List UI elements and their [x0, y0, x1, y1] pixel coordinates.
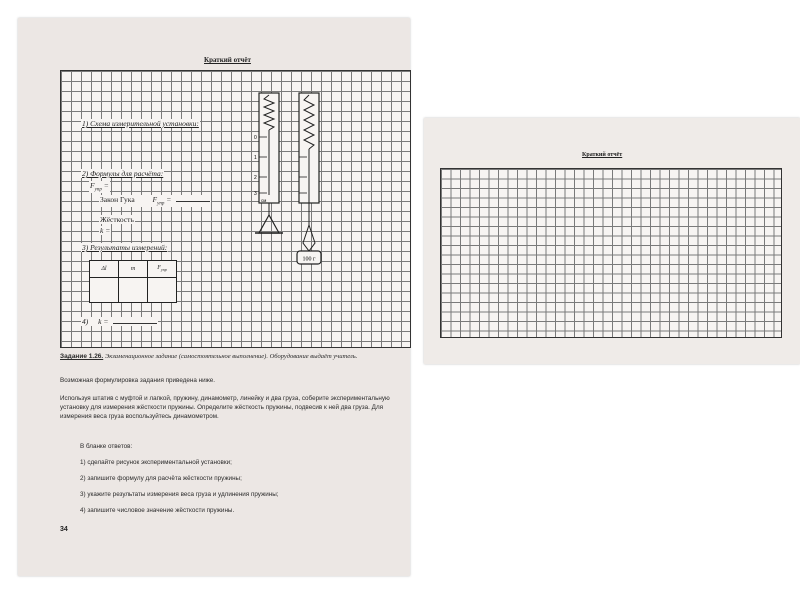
table-cell — [148, 278, 177, 303]
right-report-title: Краткий отчёт — [582, 152, 623, 158]
spring-apparatus-drawing — [253, 85, 343, 275]
table-header-m: m — [119, 261, 148, 278]
answer-item-3: 3) укажите результаты измерения веса груза и удлинения пружины; — [80, 491, 279, 498]
hooke-law-line: Закон Гука $F_{упр}$ = — [99, 195, 211, 207]
scale-label-1: 1 — [254, 155, 257, 161]
task-note: Возможная формулировка задания приведена ниже. — [60, 377, 216, 384]
stiffness-label: Жёсткость — [100, 215, 134, 224]
section-results-label: 3) Результаты измерений: — [82, 243, 168, 252]
section-k-value: 4) k = — [81, 317, 158, 326]
weight-label: 100 г — [302, 256, 316, 263]
section-formulas-label: 2) Формулы для расчёта: — [82, 169, 164, 178]
table-cell — [119, 278, 148, 303]
section-scheme-label: 1) Схема измерительной установки: — [82, 119, 199, 128]
table-header-f: $F_{упр}$ — [148, 261, 177, 278]
answer-item-1: 1) сделайте рисунок экспериментальной установки; — [80, 459, 232, 466]
left-hook-triangle — [259, 215, 279, 233]
answer-item-2: 2) запишите формулу для расчёта жёсткости пружины; — [80, 475, 242, 482]
results-table — [89, 260, 177, 303]
right-workbook-page — [424, 118, 800, 364]
task-heading: Задание 1.26. Экзаменационное задание (самостоятельное выполнение). Оборудование выдаёт учитель. — [60, 353, 358, 360]
scale-label-0: 0 — [254, 135, 257, 141]
right-report-grid — [440, 168, 782, 338]
f-upr-formula: $F_{упр}$ = — [90, 181, 109, 193]
scale-label-3: 3 — [254, 191, 257, 197]
scale-label-2: 2 — [254, 175, 257, 181]
stiffness-formula: k = — [100, 226, 111, 235]
report-grid — [60, 70, 411, 348]
page-number: 34 — [60, 526, 68, 533]
answer-item-4: 4) запишите числовое значение жёсткости пружины. — [80, 507, 235, 514]
report-title: Краткий отчёт — [204, 56, 251, 64]
table-cell — [90, 278, 119, 303]
task-description: Используя штатив с муфтой и лапкой, пружину, динамометр, линейку и два груза, соберите экспериментальную установку для измерения жёсткости пружины. Определите жёсткость пружины, подвесив к ней два груза. Для измерения веса груза воспользуйтесь динамометром. — [60, 395, 390, 420]
left-workbook-page — [18, 18, 410, 576]
answer-intro: В бланке ответов: — [80, 443, 133, 450]
right-hook — [303, 203, 315, 251]
scale-unit: см — [261, 198, 267, 203]
table-header-dl: Δl — [90, 261, 119, 278]
